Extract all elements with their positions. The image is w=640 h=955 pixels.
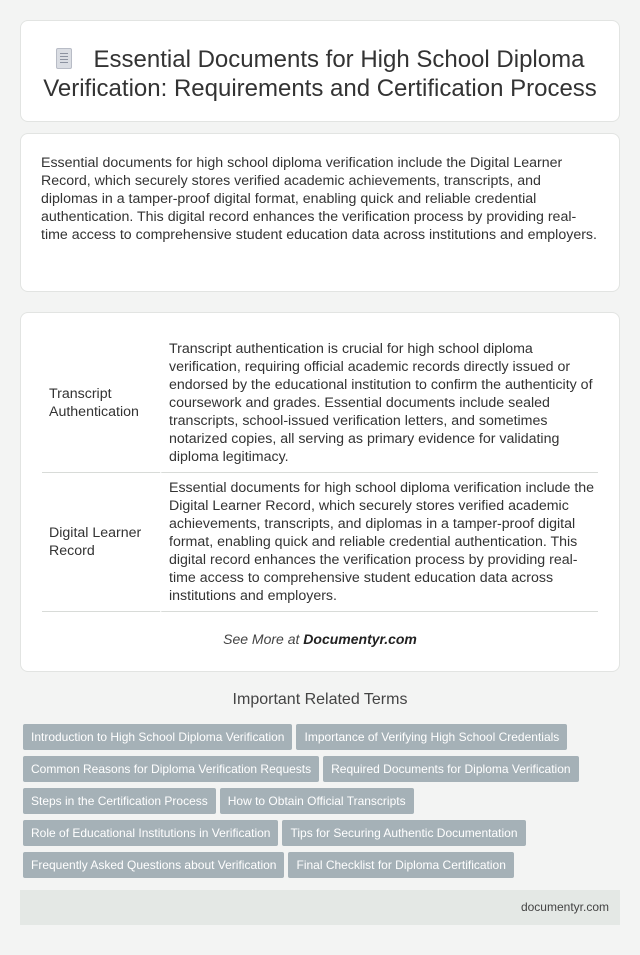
footer bbox=[20, 890, 620, 925]
related-term-tag[interactable]: Introduction to High School Diploma Verification bbox=[23, 724, 292, 750]
title-card bbox=[20, 20, 620, 122]
terms-table bbox=[42, 334, 598, 612]
related-terms-heading: Important Related Terms bbox=[232, 691, 408, 708]
description-cell: Transcript authentication is crucial for high school diploma verification, requiring official academic records directly issued or endorsed by the educational institution to confirm the authenticity of coursework and grades. Essential documents include sealed transcripts, school-issued verification letters, and sometimes notarized copies, all serving as primary evidence for validating diploma legitimacy. bbox=[160, 334, 598, 473]
footer-site-link[interactable]: documentyr.com bbox=[520, 900, 609, 914]
term-cell: Transcript Authentication bbox=[42, 334, 160, 473]
related-term-tag[interactable]: Importance of Verifying High School Credentials bbox=[296, 724, 567, 750]
description-cell: Essential documents for high school diploma verification include the Digital Learner Record, which securely stores verified academic achievements, transcripts, and diplomas in a tamper-proof digital format, enabling quick and reliable credential authentication. This digital record enhances the verification process by providing real-time access to comprehensive student education data across institutions and employers. bbox=[160, 473, 598, 612]
see-more-prefix: See More at bbox=[223, 631, 300, 647]
related-term-tag[interactable]: Steps in the Certification Process bbox=[23, 788, 216, 814]
related-term-tag[interactable]: How to Obtain Official Transcripts bbox=[220, 788, 414, 814]
terms-card bbox=[20, 312, 620, 672]
intro-card bbox=[20, 133, 620, 292]
table-row bbox=[42, 473, 598, 612]
related-term-tag[interactable]: Final Checklist for Diploma Certification bbox=[288, 852, 513, 878]
see-more-line bbox=[21, 631, 619, 647]
related-term-tag[interactable]: Role of Educational Institutions in Verification bbox=[23, 820, 278, 846]
term-cell: Digital Learner Record bbox=[42, 473, 160, 612]
page-title bbox=[21, 21, 619, 103]
intro-paragraph: Essential documents for high school diploma verification include the Digital Learner Record, which securely stores verified academic achievements, transcripts, and diplomas in a tamper-proof digital format, enabling quick and reliable credential authentication. This digital record enhances the verification process by providing real-time access to comprehensive student education data across institutions and employers. bbox=[41, 155, 597, 243]
document-icon bbox=[56, 48, 72, 69]
see-more-link[interactable]: Documentyr.com bbox=[303, 631, 417, 647]
page-title-text: Essential Documents for High School Diploma Verification: Requirements and Certification Process bbox=[43, 46, 597, 102]
related-term-tag[interactable]: Required Documents for Diploma Verification bbox=[323, 756, 578, 782]
table-row bbox=[42, 334, 598, 473]
related-terms-list bbox=[23, 724, 623, 884]
related-term-tag[interactable]: Frequently Asked Questions about Verification bbox=[23, 852, 284, 878]
related-term-tag[interactable]: Common Reasons for Diploma Verification Requests bbox=[23, 756, 319, 782]
related-term-tag[interactable]: Tips for Securing Authentic Documentation bbox=[282, 820, 525, 846]
